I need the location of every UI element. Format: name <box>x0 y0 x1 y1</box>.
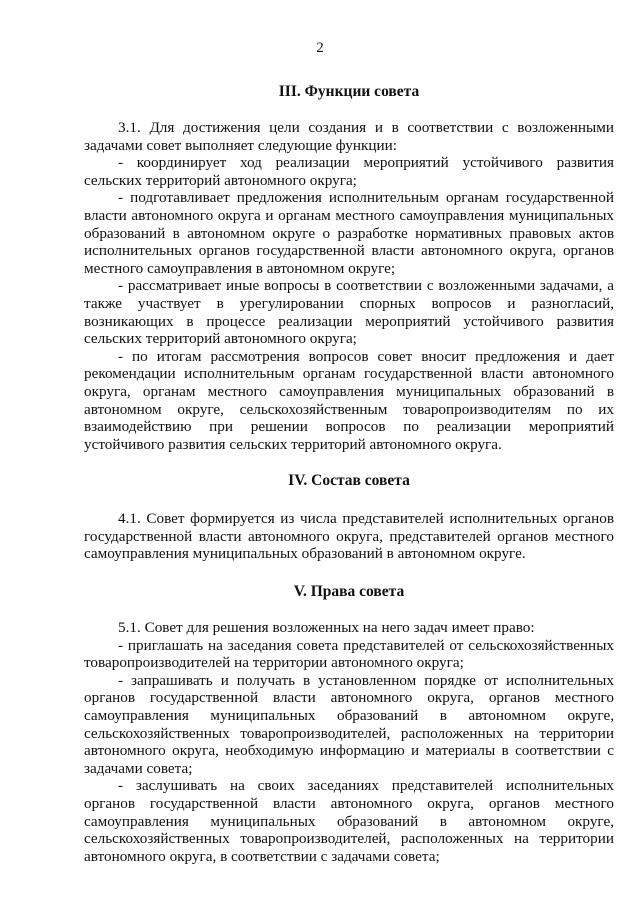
list-item: - запрашивать и получать в установленном порядке от исполнительных органов государственной власти автономного округа, органов местного самоуправления муниципальных образований в автономном округе, сельскохозяйственных товаропроизводителей, расположенных на территории автономного округа, необходимую информацию и материалы в соответствии с задачами совета; <box>84 671 614 777</box>
list-item: - рассматривает иные вопросы в соответствии с возложенными задачами, а также участвует в урегулировании спорных вопросов и разногласий, возникающих в процессе реализации мероприятий устойчивого развития сельских территорий автономного округа; <box>84 277 614 348</box>
list-item: - заслушивать на своих заседаниях представителей исполнительных органов государственной власти автономного округа, органов местного самоуправления муниципальных образований в автономном округе, сельскохозяйственных товаропроизводителей, расположенных на территории автономного округа, в соответствии с задачами совета; <box>84 777 614 865</box>
section-functions <box>84 82 614 453</box>
section-title: III. Функции совета <box>278 83 420 100</box>
section-composition <box>84 471 614 563</box>
section-title: V. Права совета <box>293 583 405 601</box>
paragraph: 4.1. Совет формируется из числа представителей исполнительных органов государственной власти автономного округа, представителей органов местного самоуправления муниципальных образований в автономном округе. <box>84 510 614 563</box>
paragraph: 5.1. Совет для решения возложенных на него задач имеет право: <box>118 619 535 637</box>
list-item: - координирует ход реализации мероприятий устойчивого развития сельских территорий автономного округа; <box>84 154 614 189</box>
section-rights <box>84 582 614 865</box>
document-body <box>84 82 614 865</box>
paragraph: 3.1. Для достижения цели создания и в соответствии с возложенными задачами совет выполняет следующие функции: <box>84 119 614 154</box>
list-item: - подготавливает предложения исполнительным органам государственной власти автономного округа и органам местного самоуправления муниципальных образований в автономном округе о разработке нормативных правовых актов исполнительных органов государственной власти автономного округа, органов местного самоуправления в автономном округе; <box>84 189 614 277</box>
list-item: - по итогам рассмотрения вопросов совет вносит предложения и дает рекомендации исполнительным органам государственной власти автономного округа, органам местного самоуправления муниципальных образований в автономном округе, сельскохозяйственным товаропроизводителям по их взаимодействию при решении вопросов по реализации мероприятий устойчивого развития сельских территорий автономного округа. <box>84 347 614 453</box>
list-item: - приглашать на заседания совета представителей от сельскохозяйственных товаропроизводителей на территории автономного округа; <box>84 636 614 672</box>
section-title: IV. Состав совета <box>288 472 410 490</box>
page-number: 2 <box>316 40 324 56</box>
